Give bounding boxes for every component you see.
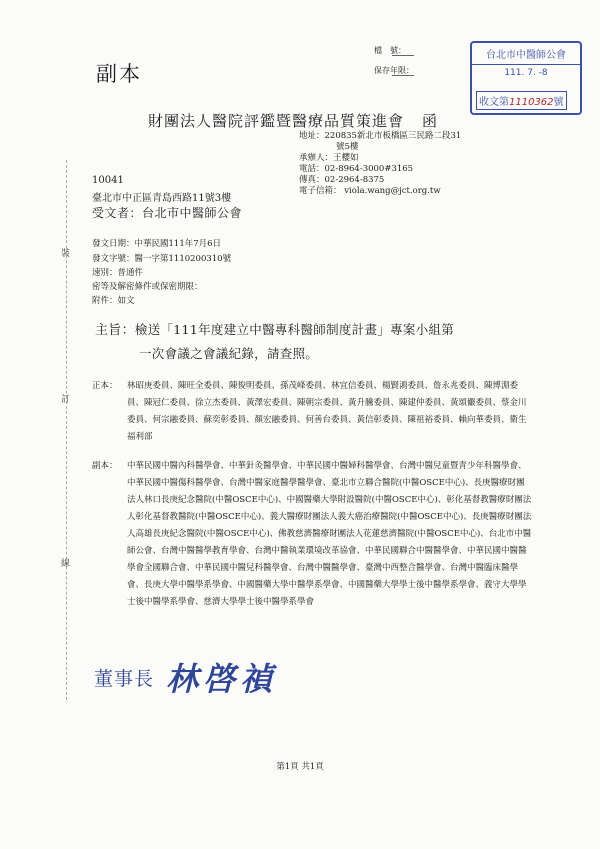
delivery-speed: 速別：普通件 bbox=[92, 268, 144, 278]
subject-line1: 檢送「111年度建立中醫專科醫師制度計畫」專案小組第 bbox=[134, 322, 455, 337]
chairman-signature: 林啓禎 bbox=[166, 660, 278, 698]
page-number: 第1頁 共1頁 bbox=[276, 762, 324, 772]
binding-mark-middle: 訂 bbox=[61, 395, 71, 405]
email: 電子信箱： viola.wang@jct.org.tw bbox=[299, 186, 441, 196]
subject-line2: 一次會議之會議紀錄，請查照。 bbox=[139, 346, 319, 361]
address-line2: 號5樓 bbox=[336, 142, 359, 152]
issue-date: 發文日期：中華民國111年7月6日 bbox=[92, 239, 222, 249]
original-label: 正本： bbox=[92, 381, 118, 391]
binding-mark-top: 裝 bbox=[61, 249, 71, 259]
archive-number-line bbox=[392, 55, 414, 56]
binding-mark-bottom: 線 bbox=[61, 559, 71, 569]
binding-line bbox=[66, 160, 67, 700]
copy-list: 中華民國中醫內科醫學會、中華針灸醫學會、中華民國中醫婦科醫學會、台灣中醫兒童暨青少年科醫學會、中華民國中醫傷科醫學會、台灣中醫家庭醫學醫學會、臺北市立聯合醫院(中醫OSCE中心)、長庚醫療財團法人林口長庚紀念醫院(中醫OSCE中心)、中國醫藥大學附設醫院(中醫OSCE中心)、彰化基督教醫療財團法人彰化基督教醫院(中醫OSCE中心)、義大醫療財團法人義大癌治療醫院(中醫OSCE中心)、長庚醫療財團法人高雄長庚紀念醫院(中醫OSCE中心)、佛教慈濟醫療財團法人花蓮慈濟醫院(中醫OSCE中心)、台北市中醫師公會、台灣中醫醫學教育學會、台灣中醫執業環境改革協會、中華民國聯合中醫醫學會、中華民國中醫醫學會全國聯合會、中華民國中醫兒科醫學會、台灣中醫醫學會、臺灣中西整合醫學會、台灣中醫臨床醫學會、長庚大學中醫學系學會、中國醫藥大學中醫學系學會、中國醫藥大學學士後中醫學系學會、義守大學學士後中醫學系學會、慈濟大學學士後中醫學系學會 bbox=[127, 461, 532, 607]
receiver: 受文者：台北市中醫師公會 bbox=[92, 206, 243, 220]
stamp-receipt-number: 收文第1110362號 bbox=[476, 91, 567, 110]
copy-label: 副本 bbox=[96, 62, 142, 86]
original-list: 林昭庚委員、陳旺全委員、陳俊明委員、孫茂峰委員、林宜信委員、楊賢鴻委員、詹永兆委員、陳博淵委員、陳冠仁委員、徐立杰委員、黃澤宏委員、陳朝宗委員、黃升騰委員、陳建仲委員、黃頌儼委員、蔡金川委員、何宗融委員、蘇奕彰委員、顏宏融委員、何善台委員、黃信彰委員、陳祖裕委員、賴向華委員、衛生福利部 bbox=[127, 381, 527, 442]
sender-org-name: 財團法人醫院評鑑暨醫療品質策進會 bbox=[148, 112, 405, 130]
doc-kind: 函 bbox=[422, 112, 439, 130]
copy-recipients bbox=[92, 458, 532, 658]
phone: 電話：02-8964-3000#3165 bbox=[299, 164, 414, 174]
address-line1: 地址：220835新北市板橋區三民路二段31 bbox=[299, 131, 462, 141]
postal-code: 10041 bbox=[92, 175, 124, 186]
receipt-stamp bbox=[470, 41, 582, 115]
recipient-address: 臺北市中正區青島西路11號3樓 bbox=[92, 193, 232, 204]
classification: 密等及解密條件或保密期限： bbox=[92, 282, 203, 292]
archive-number-label: 檔 號： bbox=[374, 46, 406, 55]
sender-org bbox=[148, 110, 438, 131]
subject bbox=[95, 318, 535, 365]
handler: 承辦人：王櫻如 bbox=[299, 153, 359, 163]
subject-label: 主旨： bbox=[95, 323, 135, 338]
chairman-title: 董事長 bbox=[94, 668, 155, 690]
retention-period-line bbox=[392, 75, 414, 76]
doc-number: 發文字號：醫一字第1110200310號 bbox=[92, 254, 232, 264]
attachment: 附件：如文 bbox=[92, 296, 135, 306]
fax: 傳真：02-2964-8375 bbox=[299, 175, 385, 185]
contact-block bbox=[299, 131, 461, 197]
stamp-org: 台北市中醫師公會 bbox=[472, 46, 580, 65]
stamp-date: 111. 7. -8 bbox=[504, 68, 548, 78]
original-recipients bbox=[92, 378, 532, 458]
retention-period-label: 保存年限： bbox=[374, 66, 414, 75]
copy-recipients-label: 副本： bbox=[92, 461, 118, 471]
